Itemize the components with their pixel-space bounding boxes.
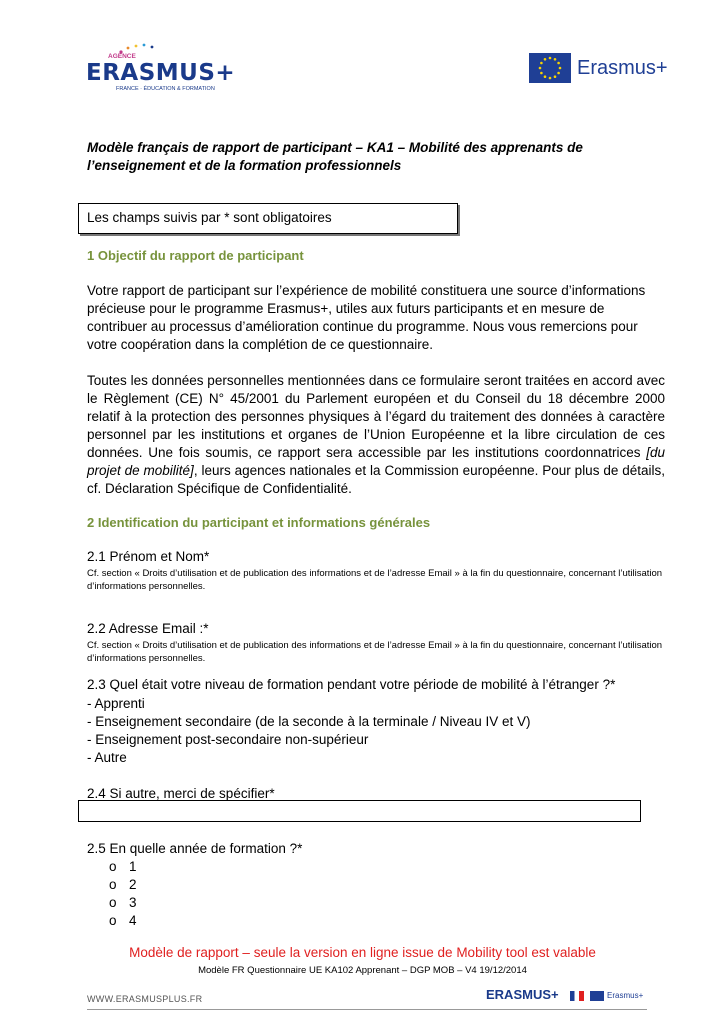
- year-option-3[interactable]: [109, 895, 137, 910]
- question-2-3: 2.3 Quel était votre niveau de formation pendant votre période de mobilité à l’étranger ?*: [87, 677, 616, 692]
- radio-bullet-icon: o: [109, 877, 117, 892]
- question-2-1-note: Cf. section « Droits d’utilisation et de publication des informations et de l’adresse Email » à la fin du questionnaire, concernant l’utilisation d’informations personnelles.: [87, 568, 663, 592]
- logo-name: ERASMUS+: [86, 60, 236, 86]
- footer-eu-logo: Erasmus+: [607, 991, 644, 1000]
- logo-subtitle: FRANCE · ÉDUCATION & FORMATION: [116, 86, 215, 92]
- year-option-2[interactable]: [109, 877, 137, 892]
- para2-italic: [du projet de mobilité]: [87, 445, 665, 478]
- section1-paragraph-2: [87, 372, 665, 498]
- radio-bullet-icon: o: [109, 913, 117, 928]
- year-option-label: 2: [129, 877, 137, 892]
- year-option-4[interactable]: [109, 913, 137, 928]
- required-fields-box: [78, 203, 458, 234]
- footer-doc-reference: Modèle FR Questionnaire UE KA102 Apprenant – DGP MOB – V4 19/12/2014: [198, 965, 527, 976]
- footer-erasmus-logo: ERASMUS+: [486, 987, 559, 1002]
- required-fields-note: Les champs suivis par * sont obligatoires: [87, 210, 332, 225]
- footer-logos: [486, 983, 646, 1009]
- footer-validity-note: Modèle de rapport – seule la version en ligne issue de Mobility tool est valable: [129, 945, 596, 960]
- radio-bullet-icon: o: [109, 859, 117, 874]
- question-2-1: 2.1 Prénom et Nom*: [87, 549, 210, 564]
- eu-erasmus-logo: [529, 53, 679, 85]
- year-option-1[interactable]: [109, 859, 137, 874]
- option-item: - Apprenti: [87, 696, 145, 711]
- eu-flag-small-icon: [590, 991, 604, 1001]
- document-title: Modèle français de rapport de participant – KA1 – Mobilité des apprenants de l’enseignement et de la formation professionnels: [87, 140, 583, 173]
- option-item: - Autre: [87, 750, 127, 765]
- section2-heading: 2 Identification du participant et informations générales: [87, 515, 431, 530]
- footer-divider: [87, 1009, 647, 1010]
- french-flag-icon: [570, 991, 584, 1001]
- question-2-3-options: [87, 695, 531, 767]
- erasmus-agence-logo: [86, 42, 236, 92]
- year-option-label: 4: [129, 913, 137, 928]
- para2-text-a: Toutes les données personnelles mentionnées dans ce formulaire seront traitées en accord avec le Règlement (CE) N° 45/2001 du Parlement européen et du Conseil du 18 décembre 2000 relatif à la protection des personnes physiques à l’égard du traitement des données à caractère personnel par les institutions et organes de l’Union Européenne et la libre circulation de ces données. Une fois soumis, ce rapport sera accessible par les institutions coordonnatrices: [87, 373, 665, 460]
- question-2-4: 2.4 Si autre, merci de spécifier*: [87, 786, 275, 801]
- section1-heading: 1 Objectif du rapport de participant: [87, 248, 304, 263]
- option-item: - Enseignement secondaire (de la seconde à la terminale / Niveau IV et V): [87, 714, 531, 729]
- question-2-2-note: Cf. section « Droits d’utilisation et de publication des informations et de l’adresse Email » à la fin du questionnaire, concernant l’utilisation d’informations personnelles.: [87, 640, 663, 664]
- year-option-label: 1: [129, 859, 137, 874]
- option-item: - Enseignement post-secondaire non-supérieur: [87, 732, 369, 747]
- question-2-5: 2.5 En quelle année de formation ?*: [87, 841, 303, 856]
- eu-logo-label: Erasmus+: [577, 56, 668, 79]
- section1-paragraph-1: Votre rapport de participant sur l’expérience de mobilité constituera une source d’informations précieuse pour le programme Erasmus+, utiles aux futurs participants et en mesure de contribuer au processus d’amélioration continue du programme. Nous vous remercions pour votre coopération dans la complétion de ce questionnaire.: [87, 283, 646, 352]
- para2-text-b: , leurs agences nationales et la Commission européenne. Pour plus de détails, cf. Déclaration Spécifique de Confidentialité.: [87, 463, 665, 496]
- question-2-2: 2.2 Adresse Email :*: [87, 621, 209, 636]
- eu-flag-icon: [529, 53, 571, 83]
- other-specify-input[interactable]: [78, 800, 641, 822]
- footer-url[interactable]: WWW.ERASMUSPLUS.FR: [87, 994, 203, 1004]
- logo-agence-text: AGENCE: [108, 53, 136, 60]
- radio-bullet-icon: o: [109, 895, 117, 910]
- year-option-label: 3: [129, 895, 137, 910]
